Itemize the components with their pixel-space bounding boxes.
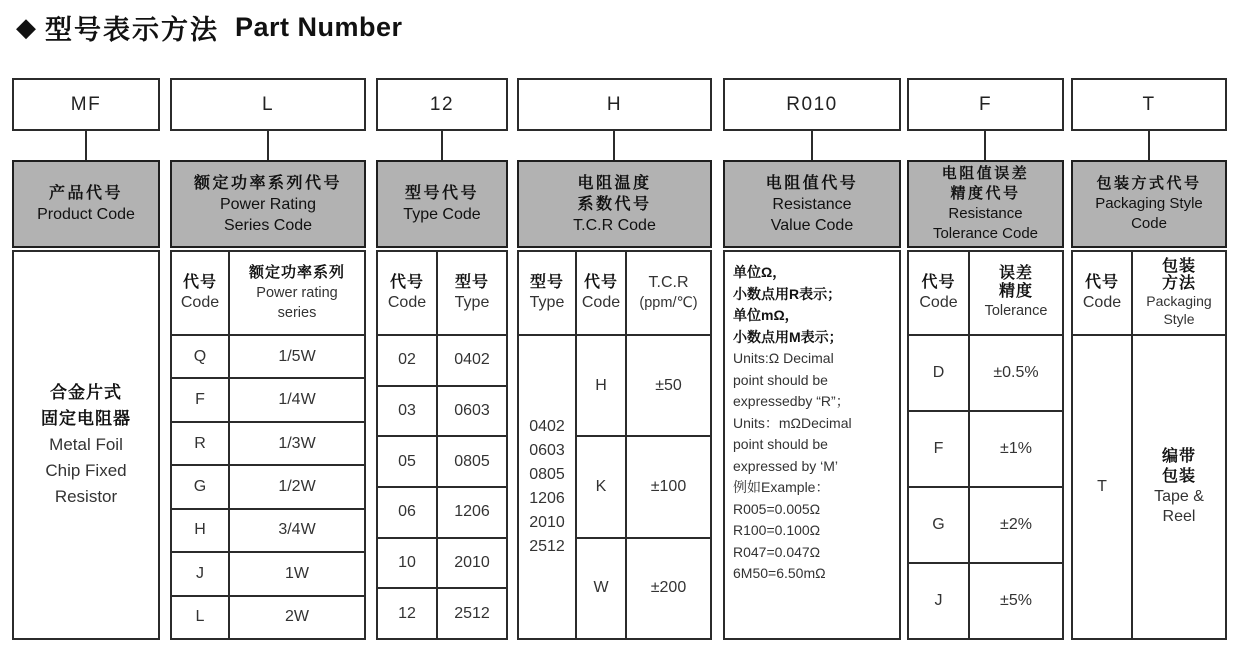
- table-row: R 1/3W: [172, 423, 364, 466]
- column-header-code: 代号 Code: [909, 252, 970, 334]
- note-line: R005=0.005Ω: [733, 500, 821, 517]
- product-table: [12, 250, 160, 640]
- column-header-code: 代号 Code: [172, 252, 230, 334]
- section-header-resistance: [723, 160, 901, 248]
- column-header-type: 型号 Type: [454, 274, 490, 311]
- table-row: G ±2%: [909, 488, 1062, 564]
- product-description: [14, 252, 158, 638]
- tolerance-table-header: [909, 252, 1062, 336]
- tcr-table: [517, 250, 712, 640]
- column-header-code: 代号 Code: [577, 252, 627, 334]
- header-en: Value Code: [770, 216, 854, 234]
- product-desc-en: Chip Fixed: [45, 461, 127, 480]
- code-box-tolerance: F: [907, 78, 1064, 131]
- connector-line: [613, 131, 615, 160]
- resistance-value-notes: [723, 250, 901, 640]
- header-en: Type Code: [403, 206, 481, 223]
- table-row: H ±50: [577, 336, 710, 437]
- table-row: T 编带 包装 Tape & Reel: [1073, 336, 1225, 638]
- header-en: Resistance: [772, 195, 852, 213]
- table-row: F ±1%: [909, 412, 1062, 488]
- table-row: D ±0.5%: [909, 336, 1062, 412]
- note-line: Units:Ω Decimal: [733, 350, 834, 366]
- table-row: G 1/2W: [172, 466, 364, 509]
- column-header-code: 代号 Code: [378, 252, 438, 334]
- packaging-table-header: [1073, 252, 1225, 336]
- section-header-power: [170, 160, 366, 248]
- page-title-en: Part Number: [235, 12, 403, 42]
- code-box-type: 12: [376, 78, 508, 131]
- header-en: Tolerance Code: [932, 225, 1039, 242]
- column-header-type: 型号 Type: [519, 252, 577, 334]
- code-box-tcr: H: [517, 78, 712, 131]
- table-row: F 1/4W: [172, 379, 364, 422]
- column-header-tolerance: 误差 精度 Tolerance: [984, 265, 1048, 319]
- table-row: L 2W: [172, 597, 364, 638]
- header-zh: 精度代号: [950, 185, 1021, 202]
- note-line: R047=0.047Ω: [733, 543, 821, 560]
- column-header-power-series: 额定功率系列 Power rating series: [248, 264, 345, 321]
- code-box-resistance: R010: [723, 78, 901, 131]
- note-line: 小数点用M表示；: [733, 328, 843, 345]
- table-row: J ±5%: [909, 564, 1062, 638]
- note-line: point should be: [733, 436, 828, 452]
- code-box-product: MF: [12, 78, 160, 131]
- note-line: 单位mΩ，: [733, 307, 799, 323]
- header-zh: 包装方式代号: [1096, 175, 1202, 192]
- table-row: 02 0402: [378, 336, 506, 387]
- header-en: Resistance: [948, 205, 1023, 222]
- note-line: 小数点用R表示；: [733, 285, 842, 302]
- header-zh: 电阻温度: [577, 174, 652, 192]
- connector-line: [85, 131, 87, 160]
- packaging-style-cell: 编带 包装 Tape & Reel: [1154, 448, 1204, 525]
- type-table-header: [378, 252, 506, 336]
- section-header-packaging: [1071, 160, 1227, 248]
- note-line: expressed by ‘M’: [733, 457, 839, 474]
- code-box-power: L: [170, 78, 366, 131]
- section-header-type: [376, 160, 508, 248]
- connector-line: [811, 131, 813, 160]
- header-en: Series Code: [223, 216, 313, 234]
- note-line: Units：mΩDecimal: [733, 414, 852, 431]
- header-zh: 额定功率系列代号: [193, 174, 342, 192]
- table-row: 06 1206: [378, 488, 506, 539]
- diamond-bullet-icon: ◆: [16, 12, 36, 42]
- note-line: expressedby “R”；: [733, 393, 850, 409]
- power-table-header: [172, 252, 364, 336]
- table-row: H 3/4W: [172, 510, 364, 553]
- table-row: J 1W: [172, 553, 364, 596]
- table-row: 05 0805: [378, 437, 506, 488]
- header-zh: 系数代号: [577, 195, 652, 213]
- product-desc-en: Resistor: [54, 487, 118, 506]
- table-row: W ±200: [577, 539, 710, 638]
- code-box-packaging: T: [1071, 78, 1227, 131]
- connector-line: [1148, 131, 1150, 160]
- header-en: Packaging Style: [1095, 195, 1203, 212]
- section-header-product: [12, 160, 160, 248]
- page-title-zh: 型号表示方法: [45, 15, 219, 45]
- header-zh: 电阻值代号: [765, 174, 859, 192]
- page-title: [16, 8, 403, 47]
- tcr-table-header: [519, 252, 710, 336]
- column-header-tcr: T.C.R (ppm/℃): [639, 274, 698, 311]
- header-en: Code: [1131, 215, 1167, 232]
- note-line: R100=0.100Ω: [733, 522, 821, 538]
- header-en: T.C.R Code: [573, 216, 656, 234]
- header-zh: 电阻值误差: [941, 165, 1030, 182]
- product-desc-zh: 固定电阻器: [41, 409, 131, 428]
- section-header-tolerance: [907, 160, 1064, 248]
- packaging-table: [1071, 250, 1227, 640]
- connector-line: [984, 131, 986, 160]
- product-desc-en: Metal Foil: [49, 435, 123, 454]
- type-code-table: [376, 250, 508, 640]
- table-row: 03 0603: [378, 387, 506, 438]
- tolerance-table: [907, 250, 1064, 640]
- power-rating-table: [170, 250, 366, 640]
- header-en: Power Rating: [219, 195, 317, 213]
- section-header-tcr: [517, 160, 712, 248]
- connector-line: [267, 131, 269, 160]
- table-row: Q 1/5W: [172, 336, 364, 379]
- product-desc-zh: 合金片式: [50, 383, 122, 402]
- connector-line: [441, 131, 443, 160]
- table-row: 12 2512: [378, 589, 506, 638]
- note-line: 6M50=6.50mΩ: [733, 565, 826, 581]
- header-zh: 产品代号: [48, 185, 123, 202]
- note-line: point should be: [733, 371, 828, 388]
- column-header-code: 代号 Code: [1073, 252, 1133, 334]
- header-en: Product Code: [37, 206, 135, 223]
- table-row: 10 2010: [378, 539, 506, 590]
- table-row: K ±100: [577, 437, 710, 538]
- note-line: 例如Example：: [733, 479, 830, 495]
- column-header-packaging-style: 包装 方法 Packaging Style: [1146, 258, 1212, 327]
- note-line: 单位Ω，: [733, 264, 787, 280]
- header-zh: 型号代号: [404, 185, 479, 202]
- tcr-type-list: 0402 0603 0805 1206 2010 2512: [519, 336, 577, 638]
